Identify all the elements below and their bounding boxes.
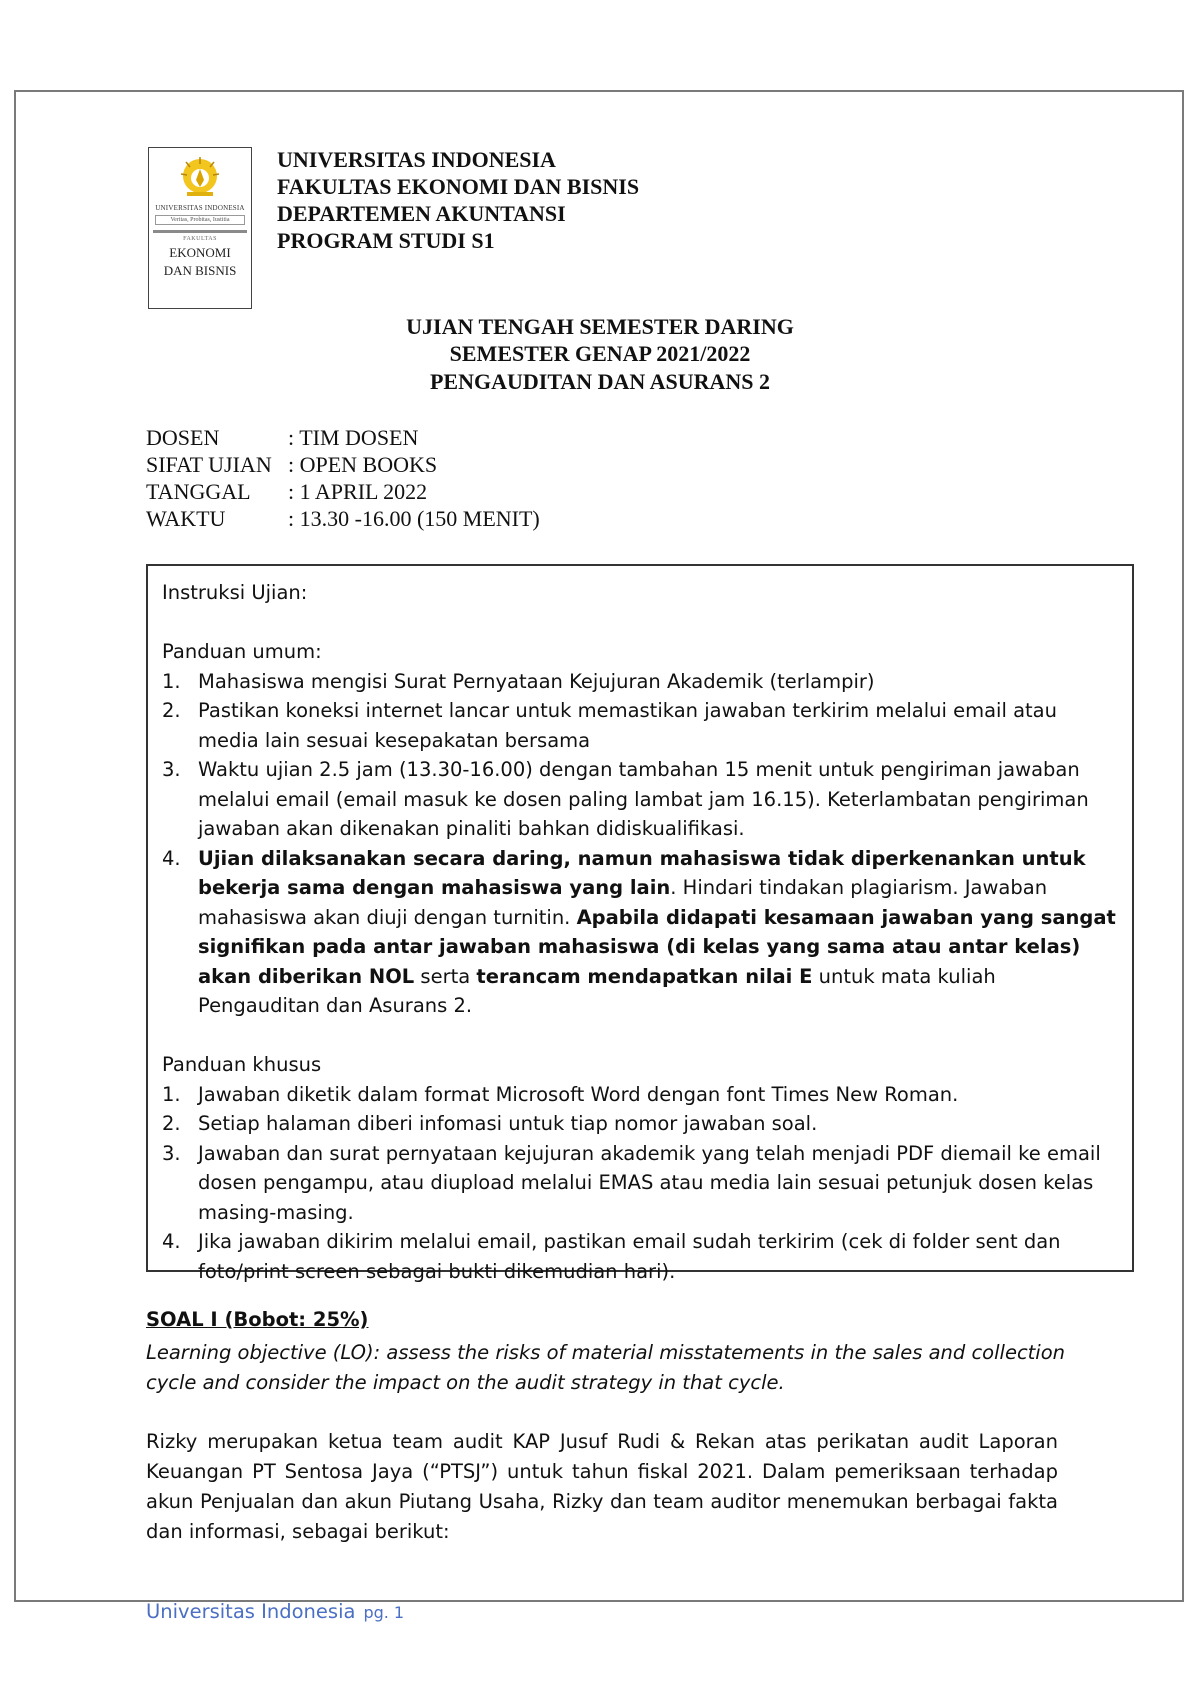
header-department: DEPARTEMEN AKUNTANSI [277,201,566,226]
info-value: : 1 APRIL 2022 [288,479,428,504]
header-program: PROGRAM STUDI S1 [277,228,495,253]
exam-course: PENGAUDITAN DAN ASURANS 2 [429,369,770,394]
specific-guide-list [162,1080,1122,1287]
list-item: 2. Pastikan koneksi internet lancar untuk memastikan jawaban terkirim melalui email atau media lain sesuai kesepakatan bersama [162,699,1057,752]
logo-faculty-name-2: DAN BISNIS [163,263,237,278]
logo-divider [153,230,247,233]
logo-faculty-label: FAKULTAS [183,236,217,242]
exam-semester: SEMESTER GENAP 2021/2022 [449,341,751,366]
general-guide-heading: Panduan umum: [162,640,322,663]
info-value: : OPEN BOOKS [288,452,438,477]
info-value: : 13.30 -16.00 (150 MENIT) [288,506,540,531]
info-label: WAKTU [146,506,226,531]
info-label: SIFAT UJIAN [146,452,272,477]
page-footer [146,1600,404,1623]
header-university: UNIVERSITAS INDONESIA [277,147,556,172]
faculty-logo [148,147,252,309]
specific-guide-heading: Panduan khusus [162,1053,322,1076]
header-faculty: FAKULTAS EKONOMI DAN BISNIS [277,174,640,199]
makara-emblem-icon [174,154,226,202]
logo-faculty-name-1: EKONOMI [169,245,231,260]
list-item: 4. Ujian dilaksanakan secara daring, namun mahasiswa tidak diperkenankan untuk bekerja sama dengan mahasiswa yang lain. Hindari tindakan plagiarism. Jawaban mahasiswa akan diuji dengan turnitin. Apabila didapati kesamaan jawaban yang sangat signifikan pada antar jawaban mahasiswa (di kelas yang sama atau antar kelas) akan diberikan NOL serta terancam mendapatkan nilai E untuk mata kuliah Pengauditan dan Asurans 2. [162,846,1116,1017]
exam-title: UJIAN TENGAH SEMESTER DARING [406,314,794,339]
logo-university-text: UNIVERSITAS INDONESIA [155,204,245,212]
list-item: 1. Jawaban diketik dalam format Microsoft Word dengan font Times New Roman. [162,1082,959,1106]
list-item: 1. Mahasiswa mengisi Surat Pernyataan Kejujuran Akademik (terlampir) [162,669,875,693]
question-title: SOAL I (Bobot: 25%) [146,1308,369,1331]
list-item: 3. Jawaban dan surat pernyataan kejujuran akademik yang telah menjadi PDF diemail ke email dosen pengampu, atau diupload melalui EMAS atau media lain sesuai petunjuk dosen kelas masing-masing. [162,1141,1101,1224]
institution-header [277,146,639,254]
logo-motto: Veritas, Probitas, Iustitia [155,215,245,225]
general-guide-list [162,667,1122,1021]
info-label: DOSEN [146,425,220,450]
page-number: pg. 1 [363,1603,405,1622]
info-label: TANGGAL [146,479,251,504]
list-item: 2. Setiap halaman diberi infomasi untuk tiap nomor jawaban soal. [162,1112,818,1135]
footer-university: Universitas Indonesia [146,1600,356,1623]
instructions-box [146,564,1134,1283]
instructions-heading: Instruksi Ujian: [162,581,308,604]
learning-objective: Learning objective (LO): assess the risks of material misstatements in the sales and collection cycle and consider the impact on the audit strategy in that cycle. [146,1341,1066,1394]
info-value: : TIM DOSEN [288,425,419,450]
case-paragraph: Rizky merupakan ketua team audit KAP Jusuf Rudi & Rekan atas perikatan audit Laporan Keuangan PT Sentosa Jaya (“PTSJ”) untuk tahun fiskal 2021. Dalam pemeriksaan terhadap akun Penjualan dan akun Piutang Usaha, Rizky dan team auditor menemukan berbagai fakta dan informasi, sebagai berikut: [146,1430,1058,1543]
list-item: 3. Waktu ujian 2.5 jam (13.30-16.00) dengan tambahan 15 menit untuk pengiriman jawaban melalui email (email masuk ke dosen paling lambat jam 16.15). Keterlambatan pengiriman jawaban akan dikenakan pinaliti bahkan didiskualifikasi. [162,758,1089,840]
list-item: 4. Jika jawaban dikirim melalui email, pastikan email sudah terkirim (cek di folder sent dan foto/print screen sebagai bukti dikemudian hari). [162,1230,1061,1283]
